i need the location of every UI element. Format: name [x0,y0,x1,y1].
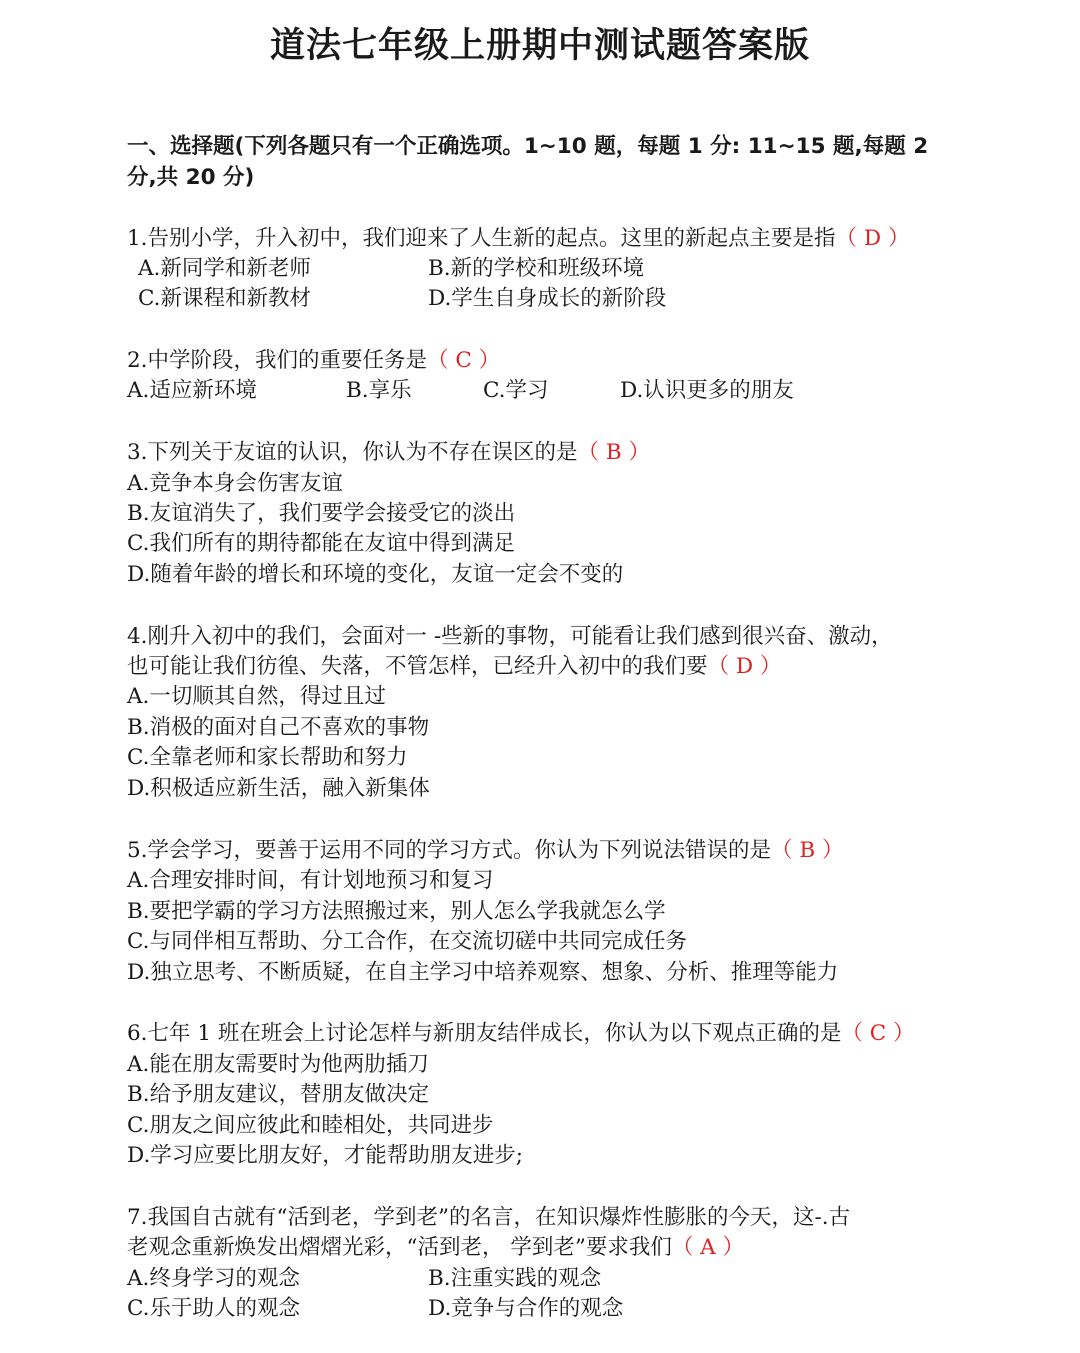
page-title: 道法七年级上册期中测试题答案版 [269,26,810,66]
question-6-option-a: A.能在朋友需要时为他两肋插刀 [127,1052,429,1077]
question-4-option-d: D.积极适应新生活，融入新集体 [127,776,430,801]
question-4-option-b: B.消极的面对自己不喜欢的事物 [127,715,430,740]
question-1-option-b: B.新的学校和班级环境 [428,256,645,281]
question-1-stem: 1.告别小学，升入初中，我们迎来了人生新的起点。这里的新起点主要是指（ D ） [127,226,910,251]
question-7-stem-line2: 老观念重新焕发出熠熠光彩，“活到老， 学到老”要求我们（ A ） [127,1235,745,1260]
question-5-option-c: C.与同伴相互帮助、分工合作，在交流切磋中共同完成任务 [127,929,688,954]
question-7-answer: （ A ） [671,1235,745,1260]
question-4-answer: （ D ） [707,654,782,679]
question-2-option-d: D.认识更多的朋友 [620,378,794,403]
question-7-option-b: B.注重实践的观念 [428,1266,602,1291]
question-1-answer: （ D ） [835,226,910,251]
question-4-stem-line2: 也可能让我们彷徨、失落，不管怎样，已经升入初中的我们要（ D ） [127,654,782,679]
question-3-option-d: D.随着年龄的增长和环境的变化，友谊一定会不变的 [127,562,624,587]
question-4-stem-line1: 4.刚升入初中的我们，会面对一 -些新的事物，可能看让我们感到很兴奋、激动， [127,624,893,649]
question-6-option-d: D.学习应要比朋友好，才能帮助朋友进步; [127,1143,524,1168]
question-7-option-d: D.竞争与合作的观念 [428,1296,624,1321]
question-7-option-a: A.终身学习的观念 [127,1266,300,1291]
question-3-option-a: A.竞争本身会伤害友谊 [127,471,343,496]
question-5-option-b: B.要把学霸的学习方法照搬过来，别人怎么学我就怎么学 [127,899,666,924]
section-heading: 一、选择题(下列各题只有一个正确选项。1~10 题，每题 1 分: 11~15 题,每题 2 分,共 20 分) [127,134,929,190]
question-6-option-c: C.朋友之间应彼此和睦相处，共同进步 [127,1113,494,1138]
question-6-option-b: B.给予朋友建议，替朋友做决定 [127,1082,430,1107]
question-5-stem: 5.学会学习，要善于运用不同的学习方式。你认为下列说法错误的是（ B ） [127,838,844,863]
question-5-option-a: A.合理安排时间，有计划地预习和复习 [127,868,494,893]
question-2-option-a: A.适应新环境 [127,378,257,403]
question-3-stem: 3.下列关于友谊的认识，你认为不存在误区的是（ B ） [127,440,650,465]
question-7-stem-line1: 7.我国自古就有“活到老，学到老”的名言，在知识爆炸性膨胀的今天，这-.古 [127,1205,851,1230]
question-3-answer: （ B ） [577,440,650,465]
question-4-option-a: A.一切顺其自然，得过且过 [127,684,386,709]
question-5-option-d: D.独立思考、不断质疑，在自主学习中培养观察、想象、分析、推理等能力 [127,960,839,985]
question-5-answer: （ B ） [771,838,844,863]
question-2-option-b: B.享乐 [346,378,412,403]
question-6-stem: 6.七年 1 班在班会上讨论怎样与新朋友结伴成长，你认为以下观点正确的是（ C ） [127,1021,915,1046]
question-2-stem: 2.中学阶段，我们的重要任务是（ C ） [127,348,501,373]
question-3-option-c: C.我们所有的期待都能在友谊中得到满足 [127,531,516,556]
question-3-option-b: B.友谊消失了，我们要学会接受它的淡出 [127,501,516,526]
question-1-option-a: A.新同学和新老师 [138,256,311,281]
question-1-option-c: C.新课程和新教材 [138,286,312,311]
question-4-option-c: C.全靠老师和家长帮助和努力 [127,745,408,770]
question-2-answer: （ C ） [427,348,501,373]
question-2-option-c: C.学习 [483,378,549,403]
question-1-option-d: D.学生自身成长的新阶段 [428,286,667,311]
question-7-option-c: C.乐于助人的观念 [127,1296,301,1321]
question-6-answer: （ C ） [841,1021,915,1046]
